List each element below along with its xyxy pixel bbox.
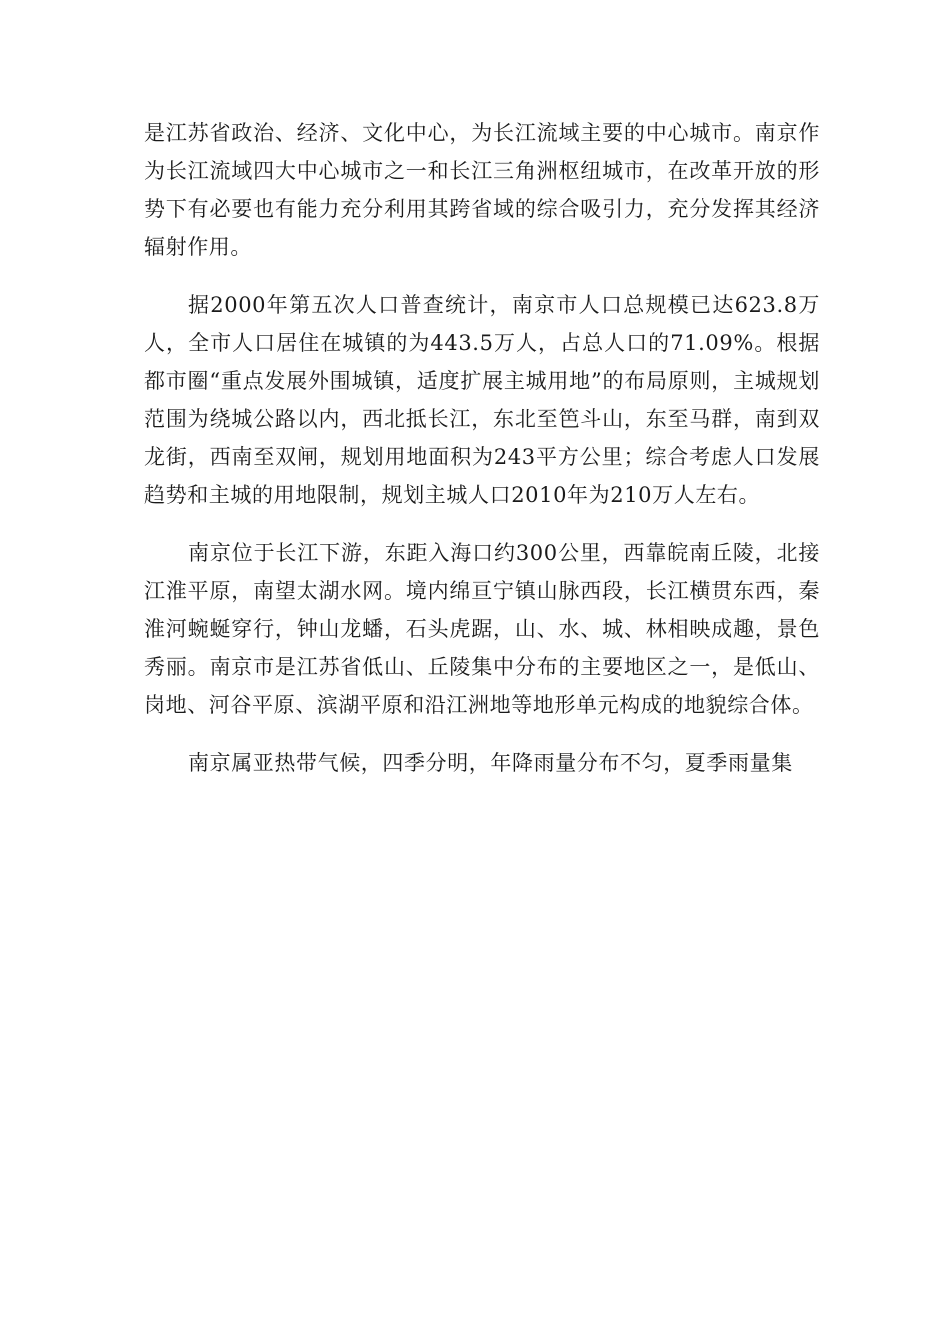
paragraph-geography: 南京位于长江下游，东距入海口约300公里，西靠皖南丘陵，北接江淮平原，南望太湖水网。境内绵亘宁镇山脉西段，长江横贯东西，秦淮河蜿蜒穿行，钟山龙蟠，石头虎踞，山、水、城、林相映成趣，景色秀丽。南京市是江苏省低山、丘陵集中分布的主要地区之一，是低山、岗地、河谷平原、滨湖平原和沿江洲地等地形单元构成的地貌综合体。 bbox=[144, 541, 820, 717]
document-body bbox=[144, 114, 820, 782]
paragraph-climate: 南京属亚热带气候，四季分明，年降雨量分布不匀，夏季雨量集 bbox=[188, 751, 793, 775]
paragraph-population: 据2000年第五次人口普查统计，南京市人口总规模已达623.8万人，全市人口居住在城镇的为443.5万人，占总人口的71.09%。根据都市圈“重点发展外围城镇，适度扩展主城用地”的布局原则，主城规划范围为绕城公路以内，西北抵长江，东北至笆斗山，东至马群，南到双龙街，西南至双闸，规划用地面积为243平方公里；综合考虑人口发展趋势和主城的用地限制，规划主城人口2010年为210万人左右。 bbox=[144, 293, 820, 507]
paragraph-city-role: 是江苏省政治、经济、文化中心，为长江流域主要的中心城市。南京作为长江流域四大中心城市之一和长江三角洲枢纽城市，在改革开放的形势下有必要也有能力充分利用其跨省域的综合吸引力，充分发挥其经济辐射作用。 bbox=[144, 121, 820, 259]
